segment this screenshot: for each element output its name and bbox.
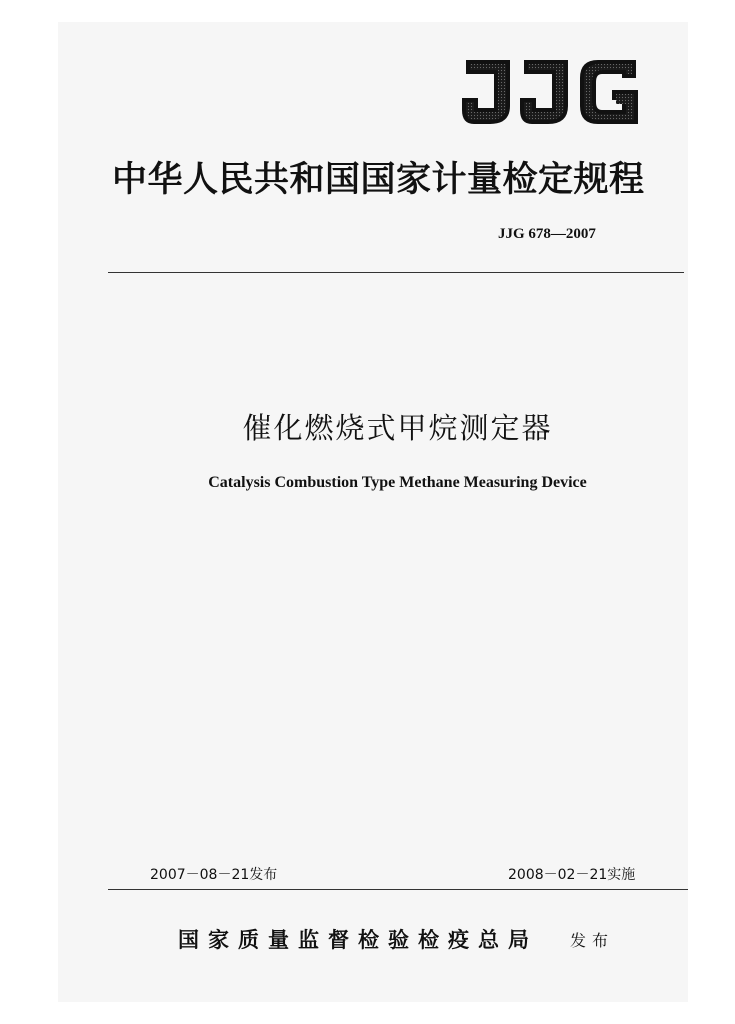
document-title-english: Catalysis Combustion Type Methane Measuring Device — [208, 474, 587, 491]
regulation-series-title: 中华人民共和国国家计量检定规程 — [112, 160, 645, 200]
standard-number: JJG 678—2007 — [498, 226, 596, 242]
footer-divider — [108, 889, 688, 890]
effective-date: 2008－02－21实施 — [508, 867, 636, 883]
jjg-logo — [458, 54, 646, 130]
issuing-authority-suffix: 发布 — [570, 931, 615, 950]
issue-date: 2007－08－21发布 — [150, 867, 278, 883]
issuing-authority: 国家质量监督检验检疫总局 — [178, 927, 538, 952]
header-divider — [108, 272, 684, 273]
document-title-chinese: 催化燃烧式甲烷测定器 — [242, 411, 553, 445]
